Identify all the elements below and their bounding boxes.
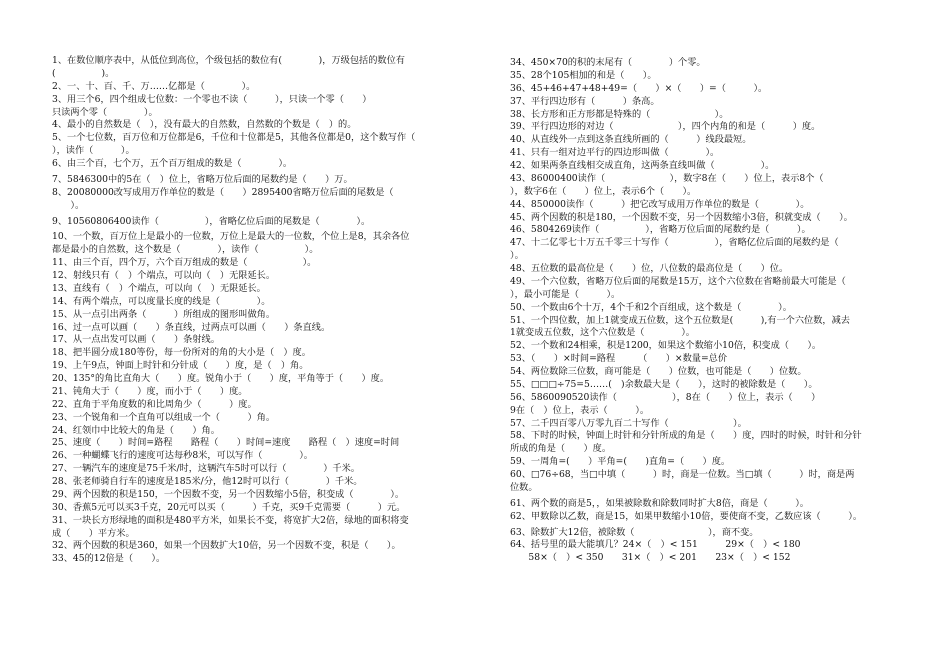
- question-line: ），数字6在（ ）位上，表示6个（ ）。: [510, 185, 697, 197]
- question-line: 16、过一点可以画（ ）条直线，过两点可以画（ ）条直线。: [52, 321, 331, 333]
- question-line: 8、20080000改写成用万作单位的数是（ ）2895400省略万位后面的尾数是（: [52, 186, 394, 198]
- question-line: 49、一个六位数，省略万位后面的尾数是15万，这个六位数在省略前最大可能是（: [510, 275, 846, 287]
- question-line: 11、由三个百，四个万，六个百万组成的数是（ ）。: [52, 257, 317, 269]
- question-line: 42、如果两条直线相交成直角，这两条直线叫做（ ）。: [510, 160, 775, 171]
- question-line: 4、最小的自然数是（ ），没有最大的自然数，自然数的个数是（ ）的。: [52, 119, 357, 131]
- question-line: 35、28个105相加的和是（ ）。: [510, 69, 657, 81]
- left-question-column: [52, 55, 477, 566]
- question-line: 45、两个因数的积是180，一个因数不变，另一个因数缩小3倍，积就变成（ ）。: [510, 211, 853, 223]
- question-line: 位数。: [510, 481, 538, 493]
- question-line: 24、红领巾中比较大的角是（ ）角。: [52, 424, 220, 436]
- question-line: 40、从直线外一点到这条直线所画的（ ）线段最短。: [510, 134, 752, 146]
- question-line: 17、从一点出发可以画（ ）条射线。: [52, 334, 220, 346]
- question-line: 38、长方形和正方形都是特殊的（ ）。: [510, 108, 729, 120]
- question-line: 56、5860090520读作（ ），8在（ ）位上，表示（ ）: [510, 391, 821, 403]
- question-line: 31、一块长方形绿地的面积是480平方米，如果长不变，将宽扩大2倍，绿地的面积将变: [52, 514, 409, 526]
- question-line: 47、十二亿零七十万五千零三十写作（ ），省略亿位后面的尾数约是（: [510, 237, 839, 249]
- question-line: 43、86000400读作（ ），数字8在（ ）位上，表示8个（: [510, 172, 824, 184]
- question-line: 34、450×70的积的末尾有（ ）个零。: [510, 57, 706, 68]
- question-line: ），读作（ ）。: [52, 145, 135, 157]
- question-line: 22、直角于平角度数的和比周角少（ ）度。: [52, 398, 257, 410]
- question-line: 28、张老师骑自行车的速度是185米/分，他12时可以行（ ）千米。: [52, 476, 363, 487]
- question-line: 32、两个因数的积是360，如果一个因数扩大10倍，另一个因数不变，积是（ ）。: [52, 540, 401, 552]
- question-line: 26、一种蝴蝶飞行的速度可达每秒8米，可以写作（ ）。: [52, 450, 313, 462]
- question-line: 36、45+46+47+48+49=（ ）×（ ）=（ ）。: [510, 82, 768, 94]
- question-line: 55、□□□÷75=5……( )余数最大是（ ），这时的被除数是（ ）。: [510, 378, 818, 390]
- question-line: 57、二千四百零八万零九百二十写作（ ）。: [510, 417, 747, 429]
- question-line: 所成的角是（ ）度。: [510, 443, 612, 455]
- question-line: 58×（ ）< 350 31×（ ）< 201 23×（ ）< 152: [510, 552, 791, 564]
- question-line: 51、一个四位数，加上1就变成五位数，这个五位数是( ),有一个六位数，减去: [510, 314, 850, 326]
- question-line: 62、甲数除以乙数，商是15，如果甲数缩小10倍，要使商不变，乙数应该（ ）。: [510, 510, 863, 522]
- question-line: 41、只有一组对边平行的四边形叫做（ ）。: [510, 147, 720, 159]
- question-line: 1就变成五位数，这个六位数是（ ）。: [510, 327, 695, 339]
- question-line: 60、□76÷68，当□中填（ ）时，商是一位数。当□填（ ）时，商是两: [510, 469, 855, 480]
- question-line: 59、一周角=( ）平角=( )直角=（ ）度。: [510, 456, 731, 468]
- question-line: 20、135°的角比直角大（ ）度。锐角小于（ ）度，平角等于（ ）度。: [52, 373, 390, 384]
- question-line: 37、平行四边形有（ ）条高。: [510, 95, 660, 107]
- question-line: 30、香蕉5元可以买3千克，20元可以买（ ）千克，买9千克需要（ ）元。: [52, 501, 406, 513]
- question-line: 9在（ ）位上，表示（ ）。: [510, 404, 650, 416]
- question-line: 33、45的12倍是（ ）。: [52, 553, 166, 565]
- question-line: 53、（ ）×时间=路程 （ ）×数量=总价: [510, 353, 728, 365]
- question-line: 7、5846300中的5在（ ）位上，省略万位后面的尾数约是（ ）万。: [52, 173, 353, 185]
- question-line: 15、从一点引出两条（ ）所组成的图形叫做角。: [52, 308, 276, 320]
- question-line: 10、一个数，百万位上是最小的一位数，万位上是最大的一位数，个位上是8，其余各位: [52, 231, 410, 243]
- question-line: ）。: [52, 199, 85, 211]
- question-line: 46、5804269读作（ ），省略万位后面的尾数约是（ ）。: [510, 224, 811, 236]
- question-line: 44、850000读作（ ）把它改写成用万作单位的数是（ ）。: [510, 198, 810, 210]
- question-line: 23、一个锐角和一个直角可以组成一个（ ）角。: [52, 411, 276, 423]
- question-line: 21、钝角大于（ ）度，而小于（ ）度。: [52, 385, 248, 397]
- question-line: 6、由三个百，七个万，五个百万组成的数是（ ）。: [52, 158, 293, 169]
- question-line: 48、五位数的最高位是（ ）位，八位数的最高位是（ ）位。: [510, 263, 789, 274]
- question-line: 50、一个数由6个十万，4个千和2个百组成，这个数是（ ）。: [510, 301, 792, 313]
- question-line: ）。: [510, 250, 524, 262]
- question-line: 9、10560806400读作（ ），省略亿位后面的尾数是（ ）。: [52, 215, 371, 227]
- question-line: 只读两个零（ ）。: [52, 106, 158, 118]
- question-line: 14、有两个端点，可以度量长度的线是（ ）。: [52, 295, 271, 307]
- question-line: 12、射线只有（ ）个端点，可以向（ ）无限延长。: [52, 270, 276, 281]
- question-line: 5、一个七位数，百万位和万位都是6，千位和十位都是5，其他各位都是0，这个数写作（: [52, 132, 416, 144]
- question-line: 29、两个因数的积是150，一个因数不变，另一个因数缩小5倍，积变成（ ）。: [52, 488, 405, 500]
- question-line: 64、括号里的最大能填几？24×（ ）< 151 29×（ ）< 180: [510, 539, 801, 551]
- question-line: 61、两个数的商是5，，如果被除数和除数同时扩大8倍，商是（ ）。: [510, 497, 809, 509]
- right-question-column: [510, 57, 910, 565]
- question-line: 19、上午9点，钟面上时针和分针成（ ）度，是（ ）角。: [52, 360, 309, 372]
- question-line: 2、一、十、百、千、万……亿都是（ ）。: [52, 80, 256, 92]
- question-line: 18、把半圆分成180等份，每一份所对的角的大小是（ ）度。: [52, 347, 311, 359]
- question-line: 58、下时的时候，钟面上时针和分针所成的角是（ ）度，四时的时候，时针和分针: [510, 430, 862, 442]
- question-line: 13、直线有（ ）个端点，可以向（ ）无限延长。: [52, 282, 266, 294]
- question-line: ），最小可能是（ ）。: [510, 288, 621, 300]
- question-line: 52、一个数和24相乘，积是1200，如果这个数缩小10倍，积变成（ ）。: [510, 340, 822, 352]
- question-line: 54、两位数除三位数，商可能是（ ）位数，也可能是（ ）位数。: [510, 366, 807, 377]
- question-line: 3、用三个6，四个组成七位数：一个零也不读（ ），只读一个零（ ）: [52, 93, 372, 105]
- question-line: 成（ ）平方米。: [52, 527, 135, 539]
- question-line: 39、平行四边形的对边（ ），四个内角的和是（ ）度。: [510, 121, 821, 133]
- question-line: 25、速度（ ）时间=路程 路程（ ）时间=速度 路程（ ）速度=时间: [52, 437, 400, 449]
- question-line: 1、在数位顺序表中，从低位到高位，个级包括的数位有( )，万级包括的数位有: [52, 55, 405, 66]
- question-line: 63、除数扩大12倍，被除数（ ），商不变。: [510, 526, 759, 538]
- question-line: ( )。: [52, 67, 115, 79]
- question-line: 27、一辆汽车的速度是75千米/时，这辆汽车5时可以行（ ）千米。: [52, 463, 360, 475]
- question-line: 都是最小的自然数，这个数是（ ），读作（ ）。: [52, 244, 319, 256]
